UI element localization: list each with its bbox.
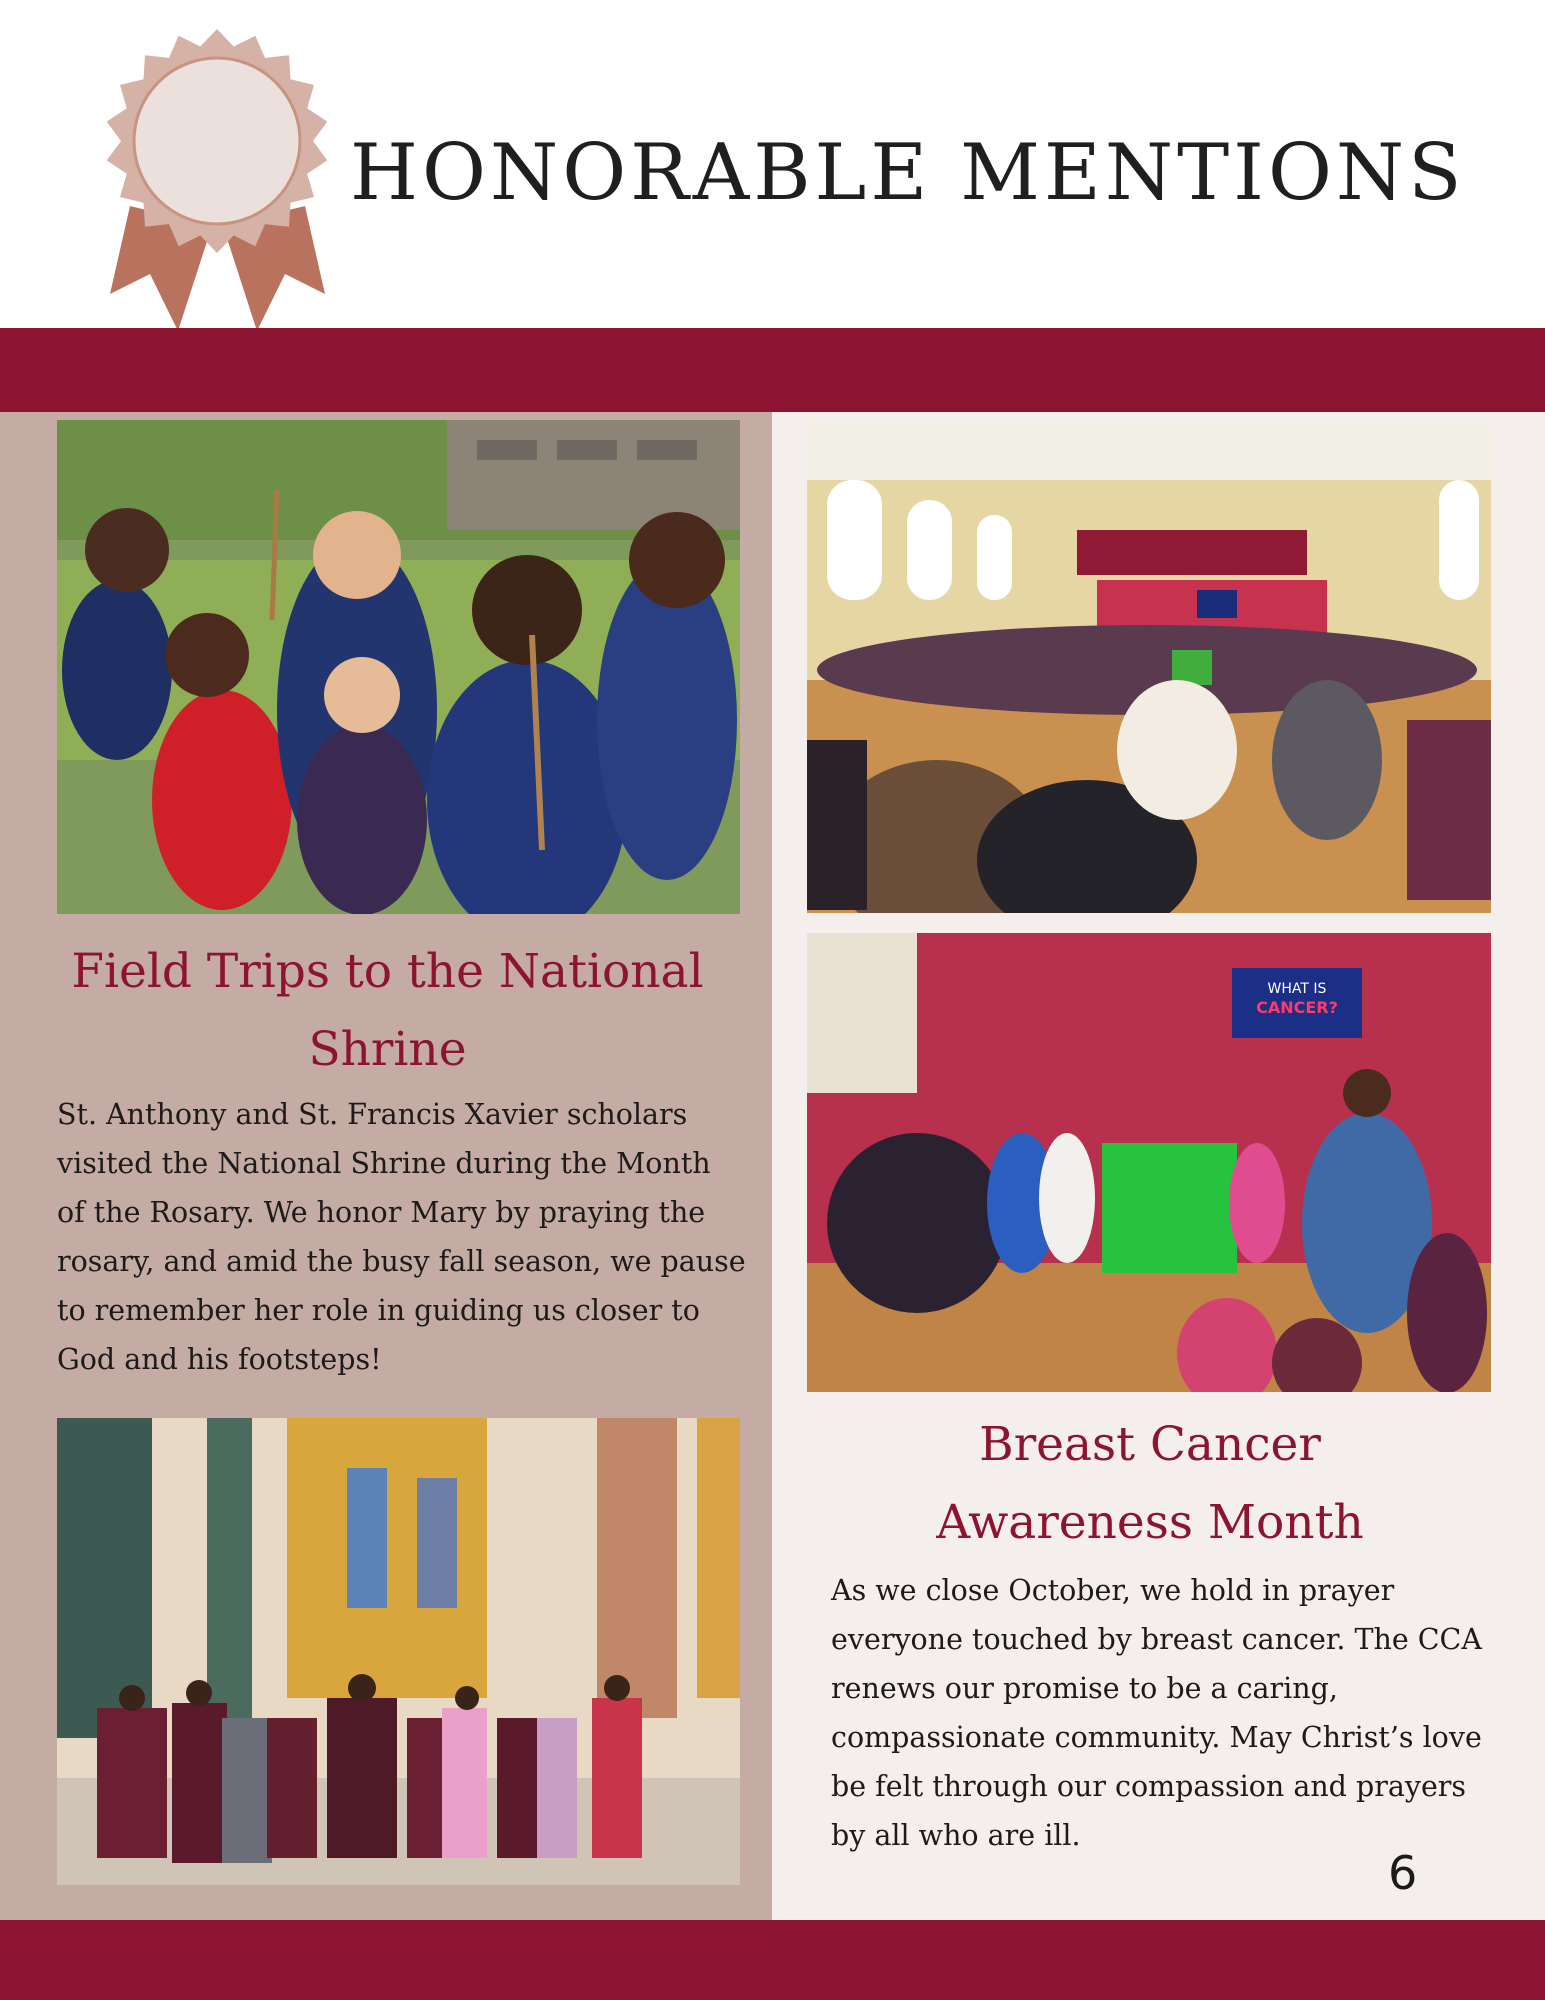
photo-assembly-hall (807, 420, 1491, 913)
breast-cancer-body: As we close October, we hold in prayer everyone touched by breast cancer. The CCA renews our promise to be a caring, compassionate community. May Christ’s love be felt through our compassion and prayers by all who are ill. (831, 1574, 1482, 1852)
field-trips-body: St. Anthony and St. Francis Xavier scholars visited the National Shrine during the Month of the Rosary. We honor Mary by praying the rosary, and amid the busy fall season, we pause to remember her role in guiding us closer to God and his footsteps! (57, 1098, 746, 1376)
breast-cancer-heading: Breast Cancer Awareness Month (936, 1417, 1364, 1550)
page-number: 6 (1388, 1846, 1418, 1900)
top-accent-band (0, 328, 1545, 412)
screen-text-line-2: CANCER? (1256, 998, 1338, 1017)
screen-text-line-1: WHAT IS (1267, 981, 1327, 997)
photo-students-with-rosaries (57, 420, 740, 914)
page-header (0, 0, 1545, 328)
photo-cancer-awareness-stage (807, 933, 1491, 1392)
award-ribbon-icon (100, 26, 335, 331)
bottom-accent-band (0, 1920, 1545, 2000)
photo-basilica-group (57, 1418, 740, 1885)
field-trips-heading: Field Trips to the National Shrine (71, 944, 704, 1077)
page-title: HONORABLE MENTIONS (350, 128, 1466, 218)
